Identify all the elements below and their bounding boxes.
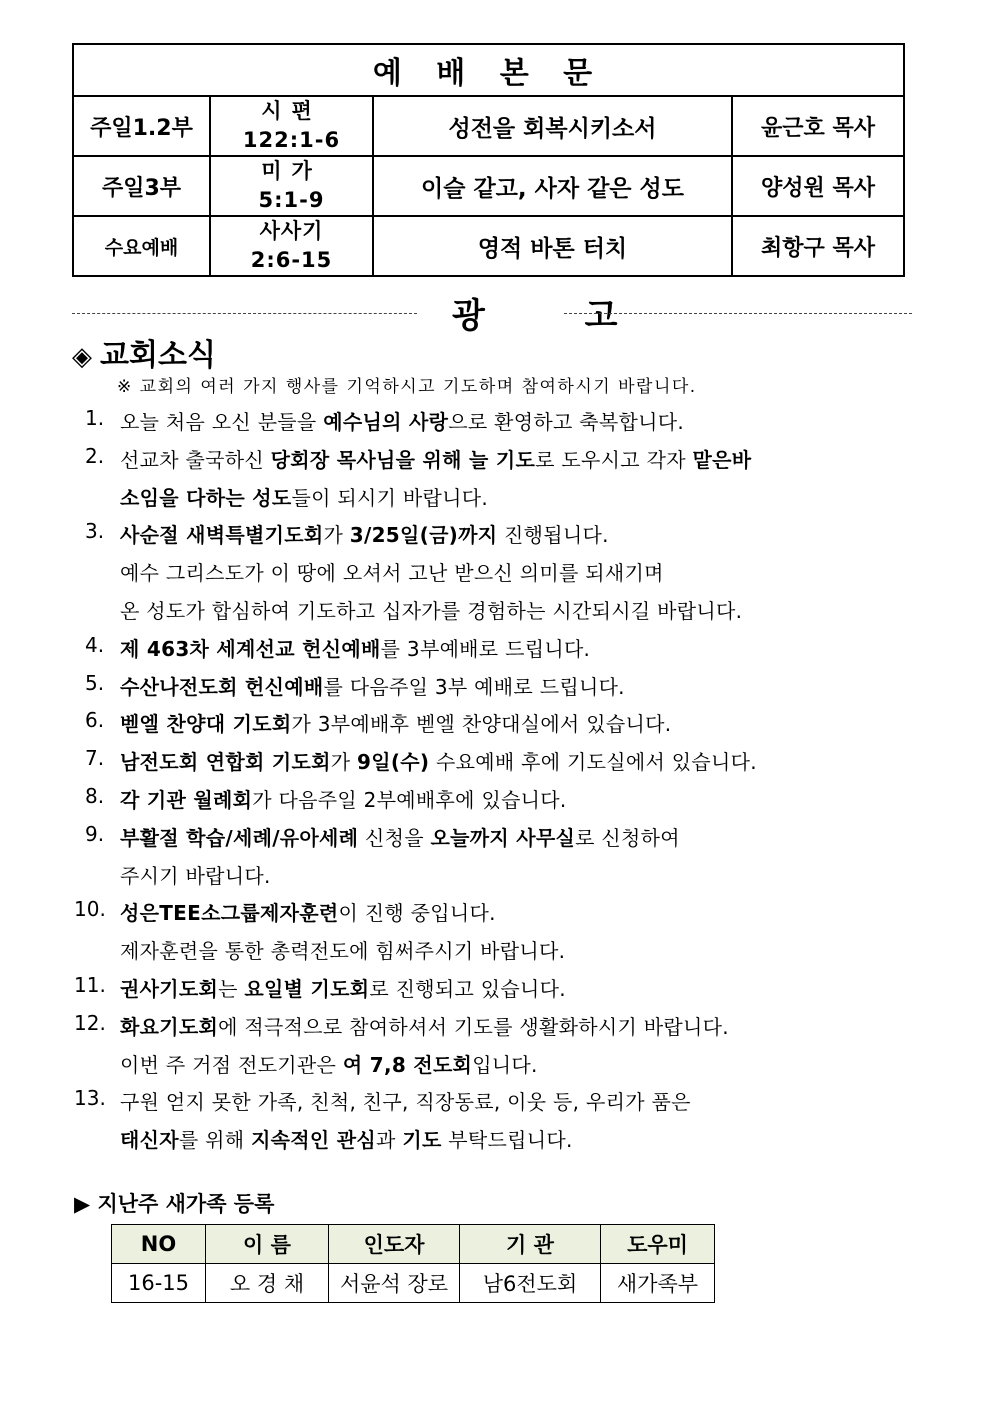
emphasis-text: 3/25일(금)까지 <box>349 523 498 548</box>
news-text: 진행됩니다. <box>497 523 609 548</box>
column-header: 인도자 <box>329 1225 460 1264</box>
news-item-line <box>120 1011 729 1040</box>
news-item-number: 13. <box>74 1086 106 1111</box>
news-item-line <box>120 784 567 813</box>
news-item-line <box>120 935 565 964</box>
ad-title: 광 고 <box>452 296 662 336</box>
news-item-line <box>120 1124 573 1153</box>
divider-line <box>564 313 912 314</box>
news-item-line <box>120 1086 691 1115</box>
emphasis-text: 요일별 기도회 <box>244 977 370 1001</box>
sermon-topic: 이슬 같고, 사자 같은 성도 <box>373 156 732 216</box>
news-note: ※ 교회의 여러 가지 행사를 기억하시고 기도하며 참여하시기 바랍니다. <box>117 377 697 397</box>
news-item-line <box>120 406 684 435</box>
news-text: 가 다음주일 2부예배후에 있습니다. <box>252 788 567 812</box>
preacher: 최항구 목사 <box>732 216 904 276</box>
emphasis-text: 당회장 목사님을 위해 늘 기도 <box>270 447 536 472</box>
news-item-number: 1. <box>85 406 105 430</box>
preacher: 양성원 목사 <box>732 156 904 216</box>
scripture-verse: 122:1-6 <box>242 128 341 152</box>
news-text: 오늘 처음 오신 분들을 <box>120 410 324 434</box>
sermon-topic: 영적 바톤 터치 <box>373 216 732 276</box>
sermon-row <box>73 96 904 156</box>
news-text: 수요예배 후에 기도실에서 있습니다. <box>429 750 757 775</box>
emphasis-text: 사순절 새벽특별기도회 <box>120 523 324 548</box>
preacher: 윤근호 목사 <box>732 96 904 156</box>
emphasis-text: 맡은바 <box>692 447 752 472</box>
news-text: 부탁드립니다. <box>441 1128 573 1153</box>
diamond-icon: ◈ <box>72 342 92 372</box>
news-item-number: 10. <box>74 897 106 922</box>
registration-table <box>111 1224 715 1303</box>
emphasis-text: 소임을 다하는 성도 <box>120 485 292 510</box>
news-item-line <box>120 1049 538 1078</box>
sermon-row <box>73 156 904 216</box>
ad-divider <box>72 292 912 336</box>
news-item-number: 6. <box>85 708 105 733</box>
registration-heading: ▶ 지난주 새가족 등록 <box>74 1192 275 1216</box>
emphasis-text: 지속적인 관심 <box>251 1128 377 1153</box>
emphasis-text: 오늘까지 사무실 <box>430 825 576 850</box>
service-name: 수요예배 <box>73 216 210 276</box>
service-name: 주일3부 <box>73 156 210 216</box>
news-text: 이 진행 중입니다. <box>338 901 496 926</box>
news-text: 를 다음주일 3부 예배로 드립니다. <box>323 674 625 699</box>
news-text: 과 <box>376 1128 403 1153</box>
news-item-number: 3. <box>85 519 105 544</box>
news-text: 신청을 <box>358 825 431 850</box>
emphasis-text: 남전도회 연합회 기도회 <box>120 750 331 775</box>
emphasis-text: 부활절 학습/세례/유아세례 <box>120 825 359 850</box>
news-item-line <box>120 822 680 851</box>
news-item-line <box>120 671 625 700</box>
news-text: 제자훈련을 통한 총력전도에 힘써주시기 바랍니다. <box>120 939 566 964</box>
news-item-number: 9. <box>85 821 105 846</box>
sermon-table <box>72 43 905 277</box>
news-text: 온 성도가 합심하여 기도하고 십자가를 경험하는 시간되시길 바랍니다. <box>120 599 743 623</box>
emphasis-text: 성은TEE소그룹제자훈련 <box>120 901 339 926</box>
news-text: 에 적극적으로 참여하셔서 기도를 생활화하시기 바랍니다. <box>218 1014 729 1039</box>
news-text: 는 <box>218 977 245 1001</box>
news-text: 선교차 출국하신 <box>120 447 271 472</box>
news-item-line <box>120 973 566 1002</box>
news-text: 이번 주 거점 전도기관은 <box>120 1052 343 1077</box>
column-header: 기 관 <box>460 1225 601 1264</box>
scripture-passage <box>210 96 373 156</box>
table-row <box>112 1264 715 1303</box>
news-text: 가 <box>323 523 350 548</box>
news-item-line <box>120 746 757 775</box>
news-item-line <box>120 519 609 548</box>
table-cell: 남6전도회 <box>460 1264 601 1303</box>
emphasis-text: 권사기도회 <box>120 977 219 1001</box>
emphasis-text: 기도 <box>402 1128 442 1153</box>
table-cell: 새가족부 <box>601 1264 715 1303</box>
news-item-line <box>120 708 671 737</box>
emphasis-text: 수산나전도회 헌신예배 <box>120 674 324 699</box>
news-item-line <box>120 897 496 926</box>
sermon-topic: 성전을 회복시키소서 <box>373 96 732 156</box>
sermon-row <box>73 216 904 276</box>
emphasis-text: 여 7,8 전도회 <box>342 1052 473 1077</box>
news-item-number: 2. <box>85 443 105 468</box>
news-text: 주시기 바랍니다. <box>120 863 271 888</box>
emphasis-text: 제 463차 세계선교 헌신예배 <box>120 636 381 661</box>
table-cell: 16-15 <box>112 1264 206 1303</box>
news-text: 가 <box>330 750 358 775</box>
news-text: 로 진행되고 있습니다. <box>369 977 566 1001</box>
table-cell: 서윤석 장로 <box>329 1264 460 1303</box>
divider-line <box>72 313 417 314</box>
news-item-line <box>120 860 271 889</box>
news-text: 으로 환영하고 축복합니다. <box>448 410 684 434</box>
emphasis-text: 화요기도회 <box>120 1014 219 1039</box>
scripture-book: 사사기 <box>259 219 324 243</box>
table-cell: 오 경 채 <box>206 1264 329 1303</box>
scripture-book: 시편 <box>261 99 322 123</box>
service-name: 주일1.2부 <box>73 96 210 156</box>
news-item-number: 11. <box>74 973 106 997</box>
news-item-number: 8. <box>85 784 105 808</box>
column-header: 이 름 <box>206 1225 329 1264</box>
emphasis-text: 예수님의 사랑 <box>323 410 449 434</box>
registration-header-row <box>112 1225 715 1264</box>
news-heading-text: 교회소식 <box>100 338 216 373</box>
news-item-number: 12. <box>74 1010 106 1035</box>
news-text: 로 신청하여 <box>575 825 680 850</box>
news-text: 입니다. <box>472 1052 538 1077</box>
news-item-line <box>120 633 590 662</box>
news-item-number: 7. <box>85 746 105 771</box>
news-item-line <box>120 482 488 511</box>
scripture-passage <box>210 216 373 276</box>
news-text: 가 3부예배후 벧엘 찬양대실에서 있습니다. <box>291 712 672 737</box>
news-item-line <box>120 595 742 624</box>
news-item-number: 4. <box>85 632 105 657</box>
column-header: 도우미 <box>601 1225 715 1264</box>
news-heading <box>72 330 216 374</box>
news-text: 로 도우시고 각자 <box>535 447 693 472</box>
emphasis-text: 벧엘 찬양대 기도회 <box>120 712 292 737</box>
news-text: 들이 되시기 바랍니다. <box>291 485 489 510</box>
emphasis-text: 태신자 <box>120 1128 179 1153</box>
scripture-book: 미가 <box>261 159 322 183</box>
column-header: NO <box>112 1225 206 1264</box>
news-item-line <box>120 557 664 586</box>
scripture-verse: 2:6-15 <box>250 248 333 272</box>
news-text: 를 3부예배로 드립니다. <box>380 636 591 661</box>
scripture-passage <box>210 156 373 216</box>
emphasis-text: 9일(수) <box>357 750 430 775</box>
news-text: 구원 얻지 못한 가족, 친척, 친구, 직장동료, 이웃 등, 우리가 품은 <box>120 1090 691 1115</box>
news-item-number: 5. <box>85 670 105 695</box>
news-text: 를 위해 <box>178 1128 252 1153</box>
news-item-line <box>120 444 751 473</box>
news-text: 예수 그리스도가 이 땅에 오셔서 고난 받으신 의미를 되새기며 <box>120 561 664 586</box>
scripture-verse: 5:1-9 <box>258 188 325 212</box>
emphasis-text: 각 기관 월례회 <box>120 788 253 812</box>
sermon-title: 예 배 본 문 <box>73 44 904 96</box>
